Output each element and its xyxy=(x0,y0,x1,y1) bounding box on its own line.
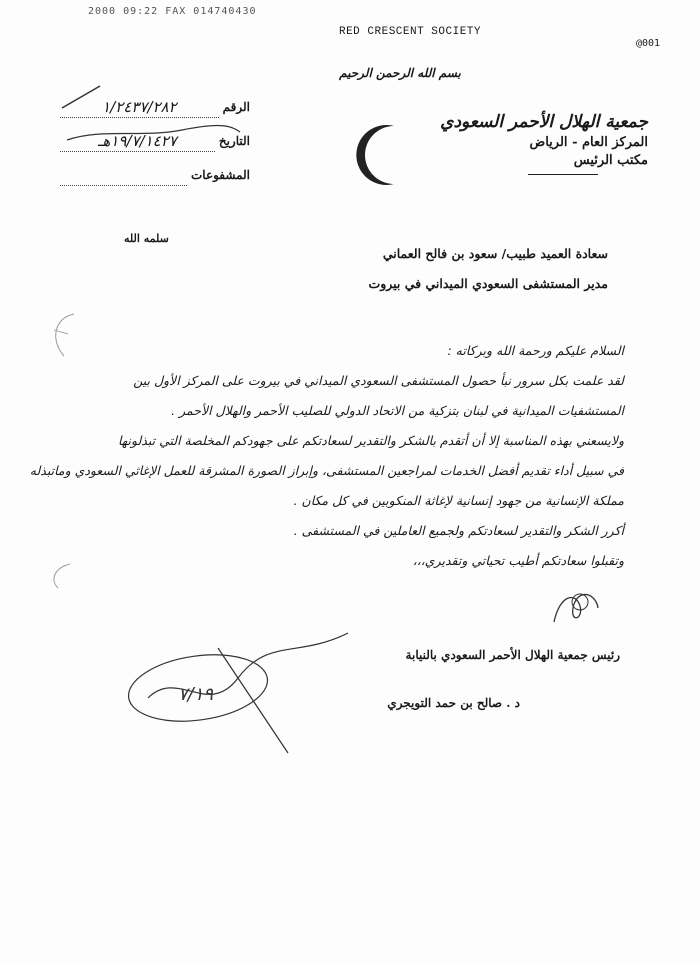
attachments-row xyxy=(60,158,250,192)
organization-name: جمعية الهلال الأحمر السعودي xyxy=(440,112,648,132)
organization-hq: المركز العام - الرياض xyxy=(529,135,648,150)
handwritten-date: ٧/١٩ xyxy=(178,684,214,705)
number-value: ١/٢٤٣٧/٢٨٢ xyxy=(60,97,219,118)
fax-header-line: 2000 09:22 FAX 014740430 xyxy=(88,6,257,17)
page-number: @001 xyxy=(636,38,661,49)
letter-body xyxy=(29,336,624,576)
date-value: ١٩/٧/١٤٢٧هـ xyxy=(60,131,215,152)
society-name-english: RED CRESCENT SOCIETY xyxy=(338,26,482,38)
recipient-name: سعادة العميد طبيب/ سعود بن فالح العماني xyxy=(382,246,608,261)
initials-signature xyxy=(546,584,606,634)
body-line: مملكة الإنسانية من جهود إنسانية لإغاثة المنكوبين في كل مكان . xyxy=(293,493,624,508)
red-crescent-logo xyxy=(346,120,416,190)
date-row xyxy=(60,124,250,158)
organization-office: مكتب الرئيس xyxy=(573,153,648,168)
body-line: المستشفيات الميدانية في لبنان بتزكية من الاتحاد الدولي للصليب الأحمر والهلال الأحمر . xyxy=(171,403,624,418)
attachments-label: المشفوعات xyxy=(190,168,250,182)
signatory-name: د . صالح بن حمد التويجري xyxy=(387,696,520,710)
number-label: الرقم xyxy=(222,100,250,114)
attachments-value xyxy=(60,165,187,186)
body-line: وتقبلوا سعادتكم أطيب تحياتي وتقديري،،، xyxy=(412,553,624,568)
signatory-title: رئيس جمعية الهلال الأحمر السعودي بالنيابة xyxy=(405,648,620,662)
salutation-greeting: سلمه الله xyxy=(124,232,169,245)
basmala-calligraphy: بسم الله الرحمن الرحيم xyxy=(339,66,461,80)
organization-letterhead xyxy=(440,112,648,175)
punch-hole-mark xyxy=(44,310,80,360)
recipient-title: مدير المستشفى السعودي الميداني في بيروت xyxy=(368,276,608,291)
body-line: السلام عليكم ورحمة الله وبركاته : xyxy=(447,343,624,358)
body-line: في سبيل أداء تقديم أفضل الخدمات لمراجعين المستشفى، وإبراز الصورة المشرقة للعمل الإغاثي السعودي وماتبذله xyxy=(29,463,624,478)
body-line: أكرر الشكر والتقدير لسعادتكم ولجميع العاملين في المستشفى . xyxy=(293,523,624,538)
punch-hole-mark xyxy=(44,560,74,590)
reference-number-row xyxy=(60,90,250,124)
handwritten-signature xyxy=(118,628,368,758)
date-label: التاريخ xyxy=(218,134,250,148)
body-line: لقد علمت بكل سرور نبأ حصول المستشفى السعودي الميداني في بيروت على المركز الأول بين xyxy=(133,373,624,388)
letterhead-divider xyxy=(528,174,598,175)
body-line: ولايسعني بهذه المناسبة إلا أن أتقدم بالشكر والتقدير لسعادتكم على جهودكم المخلصة التي تبذلونها xyxy=(117,433,624,448)
reference-block xyxy=(60,90,250,192)
